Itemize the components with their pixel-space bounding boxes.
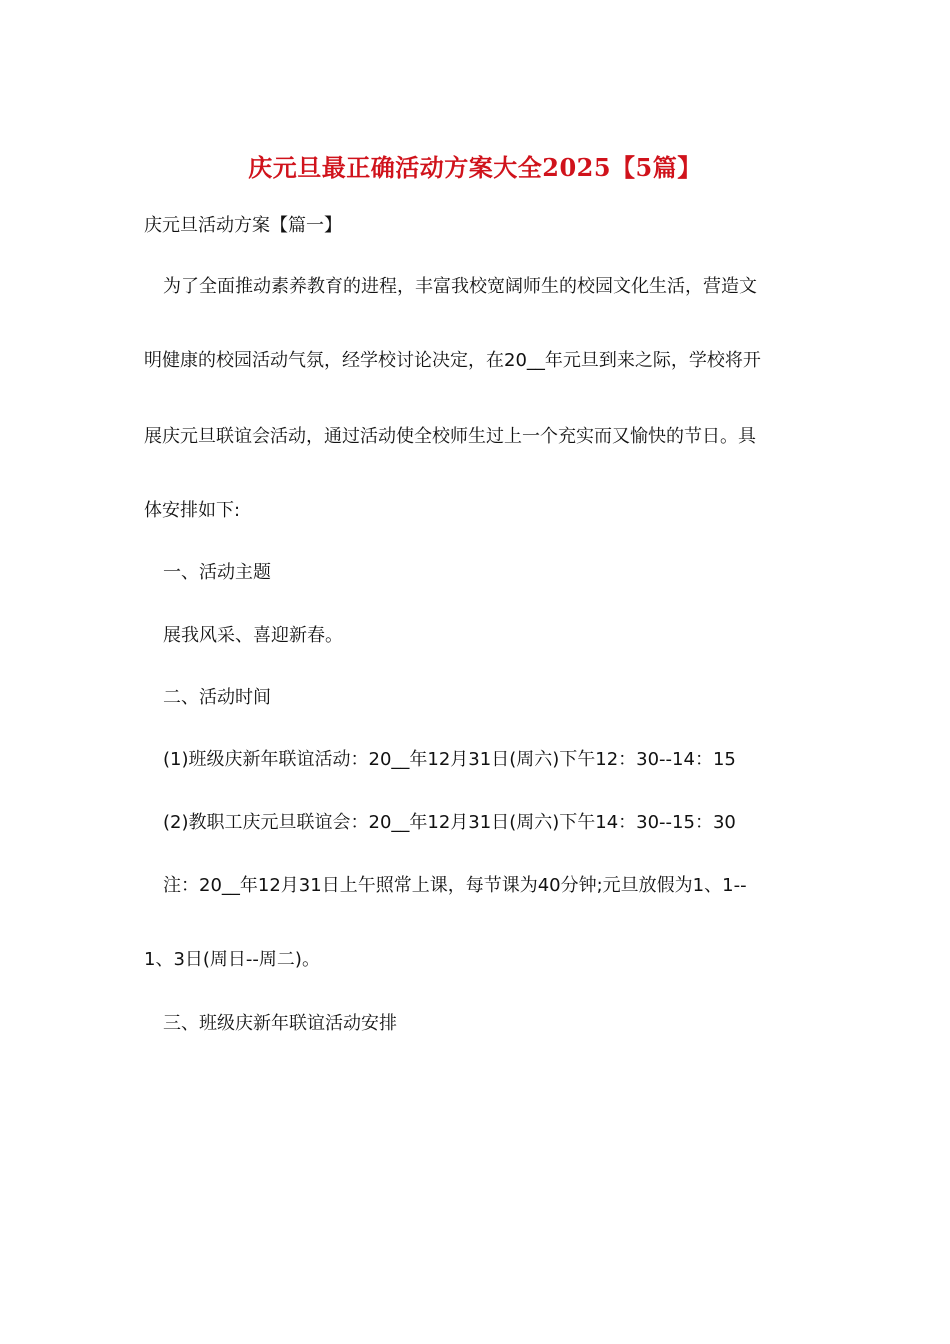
time-heading: 二、活动时间 xyxy=(163,687,271,708)
section-heading: 庆元旦活动方案【篇一】 xyxy=(144,215,342,236)
theme-heading: 一、活动主题 xyxy=(163,562,271,583)
time-item-2: (2)教职工庆元旦联谊会：20__年12月31日(周六)下午14：30--15：30 xyxy=(163,812,736,833)
note-line-2: 1、3日(周日--周二)。 xyxy=(144,949,320,970)
arrangement-heading: 三、班级庆新年联谊活动安排 xyxy=(163,1013,397,1034)
document-title: 庆元旦最正确活动方案大全2025【5篇】 xyxy=(248,153,702,182)
intro-line-4: 体安排如下: xyxy=(144,500,241,521)
intro-line-2: 明健康的校园活动气氛，经学校讨论决定，在20__年元旦到来之际，学校将开 xyxy=(144,350,761,371)
theme-text: 展我风采、喜迎新春。 xyxy=(163,625,343,646)
time-item-1: (1)班级庆新年联谊活动：20__年12月31日(周六)下午12：30--14：15 xyxy=(163,749,736,770)
intro-line-1: 为了全面推动素养教育的进程，丰富我校宽阔师生的校园文化生活，营造文 xyxy=(163,276,757,297)
note-line-1: 注：20__年12月31日上午照常上课，每节课为40分钟;元旦放假为1、1-- xyxy=(163,875,747,896)
intro-line-3: 展庆元旦联谊会活动，通过活动使全校师生过上一个充实而又愉快的节日。具 xyxy=(144,426,756,447)
